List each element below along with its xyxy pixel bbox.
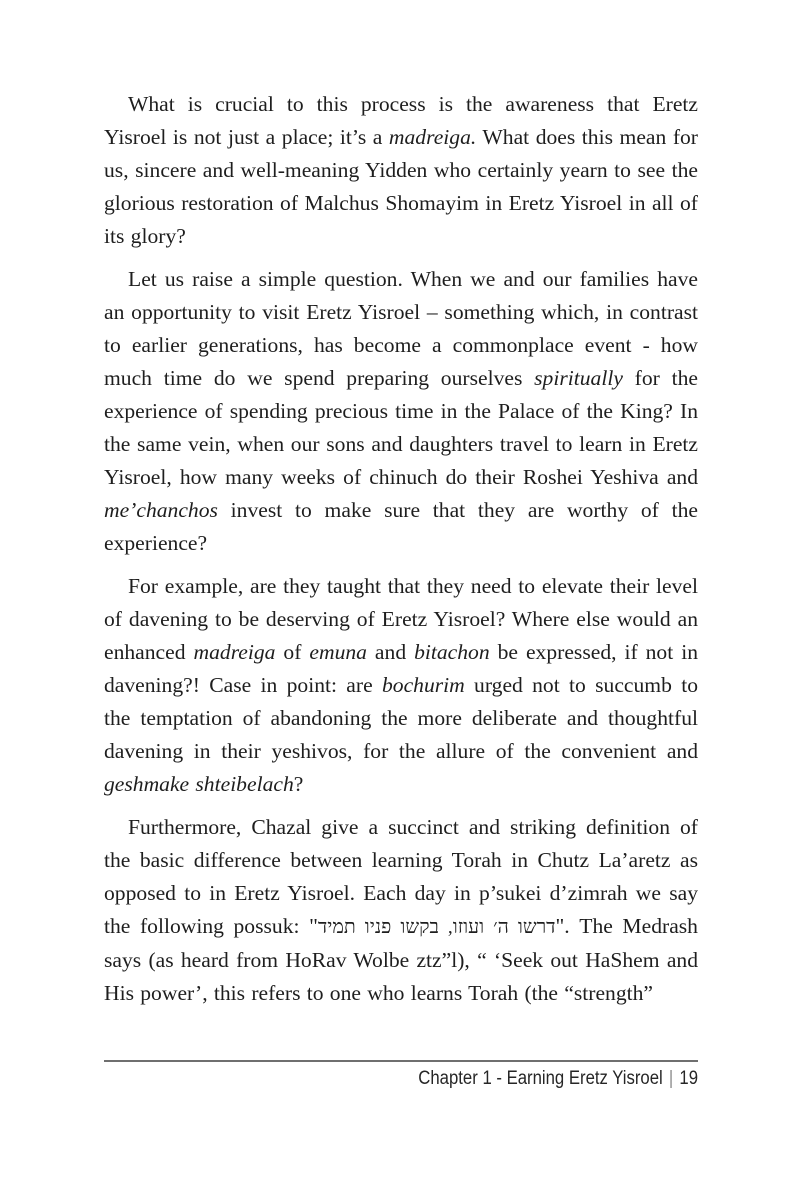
text-run: ". The Medrash says (as heard from HoRav Wolbe ztz”l), “ ‘Seek out HaShem and His power’, this refers to one who learns Torah (the “strength” xyxy=(104,914,698,1005)
chapter-label: Chapter 1 - Earning Eretz Yisroel xyxy=(418,1068,663,1089)
paragraph xyxy=(104,263,698,560)
text-run: Furthermore, Chazal give a succinct and striking definition of the basic difference between learning Torah in Chutz La’aretz as opposed to in Eretz Yisroel. Each day in p’sukei d’zimrah we say the following possuk: " xyxy=(104,815,698,938)
italic-text-run: spiritually xyxy=(534,366,623,390)
page-footer xyxy=(104,1060,698,1090)
text-run: invest to make sure that they are worthy of the experience? xyxy=(104,498,698,555)
italic-text-run: bochurim xyxy=(381,673,465,697)
hebrew-possuk: דרשו ה׳ ועוזו, בקשו פניו תמיד xyxy=(317,917,556,938)
italic-text-run: me’chanchos xyxy=(104,498,218,522)
text-run: ? xyxy=(293,772,304,796)
page-body xyxy=(104,88,698,1020)
paragraph xyxy=(104,811,698,1010)
text-run: For example, are they taught that they need to elevate their level of davening to be deserving of Eretz Yisroel? Where else would an enhanced xyxy=(104,574,698,664)
text-run: Let us raise a simple question. When we and our families have an opportunity to visit Eretz Yisroel – something which, in contrast to earlier generations, has become a commonplace event - how much time do we spend preparing ourselves xyxy=(104,267,698,390)
text-run: urged not to succumb to the temptation of abandoning the more deliberate and thoughtful davening in their yeshivos, for the allure of the convenient and xyxy=(104,673,698,763)
text-run: What is crucial to this process is the awareness that Eretz Yisroel is not just a place; it’s a xyxy=(104,92,698,149)
italic-text-run: bitachon xyxy=(414,640,490,664)
text-run: and xyxy=(366,640,415,664)
paragraph xyxy=(104,570,698,801)
text-run: What does this mean for us, sincere and well-meaning Yidden who certainly yearn to see the glorious restoration of Malchus Shomayim in Eretz Yisroel in all of its glory? xyxy=(104,125,699,248)
footer-text xyxy=(175,1068,698,1090)
footer-separator: | xyxy=(668,1068,674,1089)
text-run: be expressed, if not in davening?! Case in point: are xyxy=(104,640,698,697)
italic-text-run: emuna xyxy=(309,640,367,664)
paragraph xyxy=(104,88,698,253)
italic-text-run: madreiga xyxy=(193,640,276,664)
page-number: 19 xyxy=(679,1068,698,1089)
footer-divider xyxy=(104,1060,698,1062)
italic-text-run: madreiga. xyxy=(388,125,477,149)
text-run: for the experience of spending precious time in the Palace of the King? In the same vein, when our sons and daughters travel to learn in Eretz Yisroel, how many weeks of chinuch do their Roshei Yeshiva and xyxy=(104,366,698,489)
text-run: of xyxy=(275,640,310,664)
italic-text-run: geshmake shteibelach xyxy=(104,772,294,796)
